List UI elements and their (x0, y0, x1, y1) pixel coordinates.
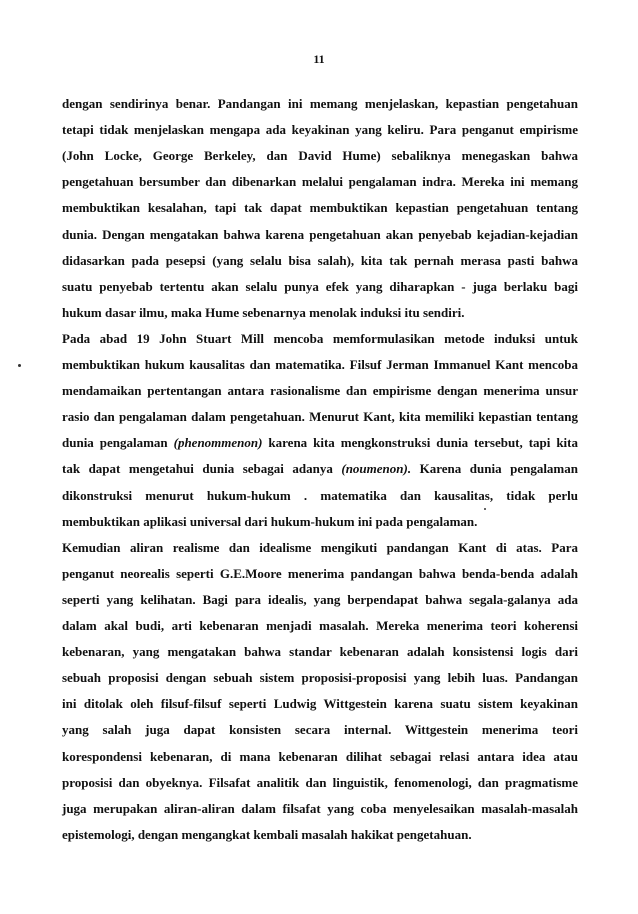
text-line (62, 488, 578, 504)
text-run: Pada abad 19 John Stuart Mill mencoba memformulasikan metode induksi untuk (62, 330, 578, 346)
text-line (62, 174, 578, 190)
text-run: rasio dan pengalaman dalam pengetahuan. Menurut Kant, kita memiliki kepastian tentang (62, 409, 578, 425)
text-line (62, 227, 578, 243)
text-run: membuktikan hukum kausalitas dan matematika. Filsuf Jerman Immanuel Kant mencoba (62, 357, 578, 372)
text-run: Kemudian aliran realisme dan idealisme mengikuti pandangan Kant di atas. Para (62, 539, 578, 555)
text-run: karena kita mengkonstruksi dunia tersebut, tapi kita (262, 435, 578, 451)
text-line (62, 566, 578, 582)
text-run: dikonstruksi menurut hukum-hukum . matematika dan kausalitas, tidak perlu (62, 487, 578, 503)
text-run: juga merupakan aliran-aliran dalam filsafat yang coba menyelesaikan masalah-masalah (62, 800, 578, 816)
italic-term: (noumenon). (341, 461, 412, 477)
text-run: (John Locke, George Berkeley, dan David Hume) sebaliknya menegaskan bahwa (62, 148, 578, 164)
text-run: dunia pengalaman (62, 435, 174, 451)
text-line (62, 200, 578, 216)
text-run: ini ditolak oleh filsuf-filsuf seperti Ludwig Wittgestein karena suatu sistem keyakinan (62, 696, 578, 712)
text-run: Karena dunia pengalaman (411, 461, 578, 477)
text-run: korespondensi kebenaran, di mana kebenaran dilihat sebagai relasi antara idea atau (62, 748, 578, 764)
text-line (62, 618, 578, 634)
text-run: suatu penyebab tertentu akan selalu punya efek yang diharapkan - juga berlaku bagi (62, 278, 578, 294)
text-line (62, 696, 578, 712)
text-run: hukum dasar ilmu, maka Hume sebenarnya menolak induksi itu sendiri. (62, 304, 465, 320)
text-line (62, 253, 578, 269)
text-run: epistemologi, dengan mengangkat kembali masalah hakikat pengetahuan. (62, 826, 472, 842)
text-line (62, 409, 578, 425)
text-run: dengan sendirinya benar. Pandangan ini memang menjelaskan, kepastian pengetahuan (62, 96, 578, 111)
text-line (62, 827, 578, 843)
text-line (62, 540, 578, 556)
text-line (62, 331, 578, 347)
text-line (62, 122, 578, 138)
text-run: dunia. Dengan mengatakan bahwa karena pengetahuan akan penyebab kejadian-kejadian (62, 226, 578, 242)
text-line (62, 279, 578, 295)
text-run: membuktikan aplikasi universal dari hukum-hukum ini pada pengalaman. (62, 513, 478, 529)
text-run: mendamaikan pertentangan antara rasionalisme dan empirisme dengan menerima unsur (62, 383, 578, 399)
text-run: tetapi tidak menjelaskan mengapa ada keyakinan yang keliru. Para penganut empirisme (62, 122, 578, 138)
text-line (62, 592, 578, 608)
scan-speck (18, 364, 21, 367)
text-line (62, 96, 578, 112)
text-line (62, 461, 578, 477)
text-line (62, 801, 578, 817)
text-run: seperti yang kelihatan. Bagi para idealis, yang berpendapat bahwa segala-galanya ada (62, 591, 578, 607)
text-line (62, 148, 578, 164)
text-run: pengetahuan bersumber dan dibenarkan melalui pengalaman indra. Mereka ini memang (62, 174, 578, 190)
scan-speck (484, 508, 486, 510)
text-line (62, 514, 578, 530)
text-run: proposisi dan obyeknya. Filsafat analitik dan linguistik, fenomenologi, dan pragmatisme (62, 774, 578, 790)
italic-term: (phenommenon) (173, 435, 263, 451)
text-line (62, 775, 578, 791)
text-run: yang salah juga dapat konsisten secara internal. Wittgestein menerima teori (62, 722, 578, 738)
text-run: dalam akal budi, arti kebenaran menjadi masalah. Mereka menerima teori koherensi (62, 618, 578, 633)
text-line (62, 722, 578, 738)
text-line (62, 749, 578, 765)
text-line (62, 383, 578, 399)
text-run: penganut neorealis seperti G.E.Moore menerima pandangan bahwa benda-benda adalah (62, 565, 578, 581)
text-run: didasarkan pada pesepsi (yang selalu bisa salah), kita tak pernah merasa pasti bahwa (62, 252, 578, 268)
text-run: tak dapat mengetahui dunia sebagai adanya (62, 461, 342, 477)
text-line (62, 357, 578, 373)
text-line (62, 305, 578, 321)
text-run: sebuah proposisi dengan sebuah sistem proposisi-proposisi yang lebih luas. Pandangan (62, 670, 578, 686)
text-run: kebenaran, yang mengatakan bahwa standar kebenaran adalah konsistensi logis dari (62, 644, 578, 660)
text-line (62, 435, 578, 451)
text-run: membuktikan kesalahan, tapi tak dapat membuktikan kepastian pengetahuan tentang (62, 200, 578, 216)
page-number: 11 (313, 52, 325, 66)
text-line (62, 670, 578, 686)
text-line (62, 644, 578, 660)
